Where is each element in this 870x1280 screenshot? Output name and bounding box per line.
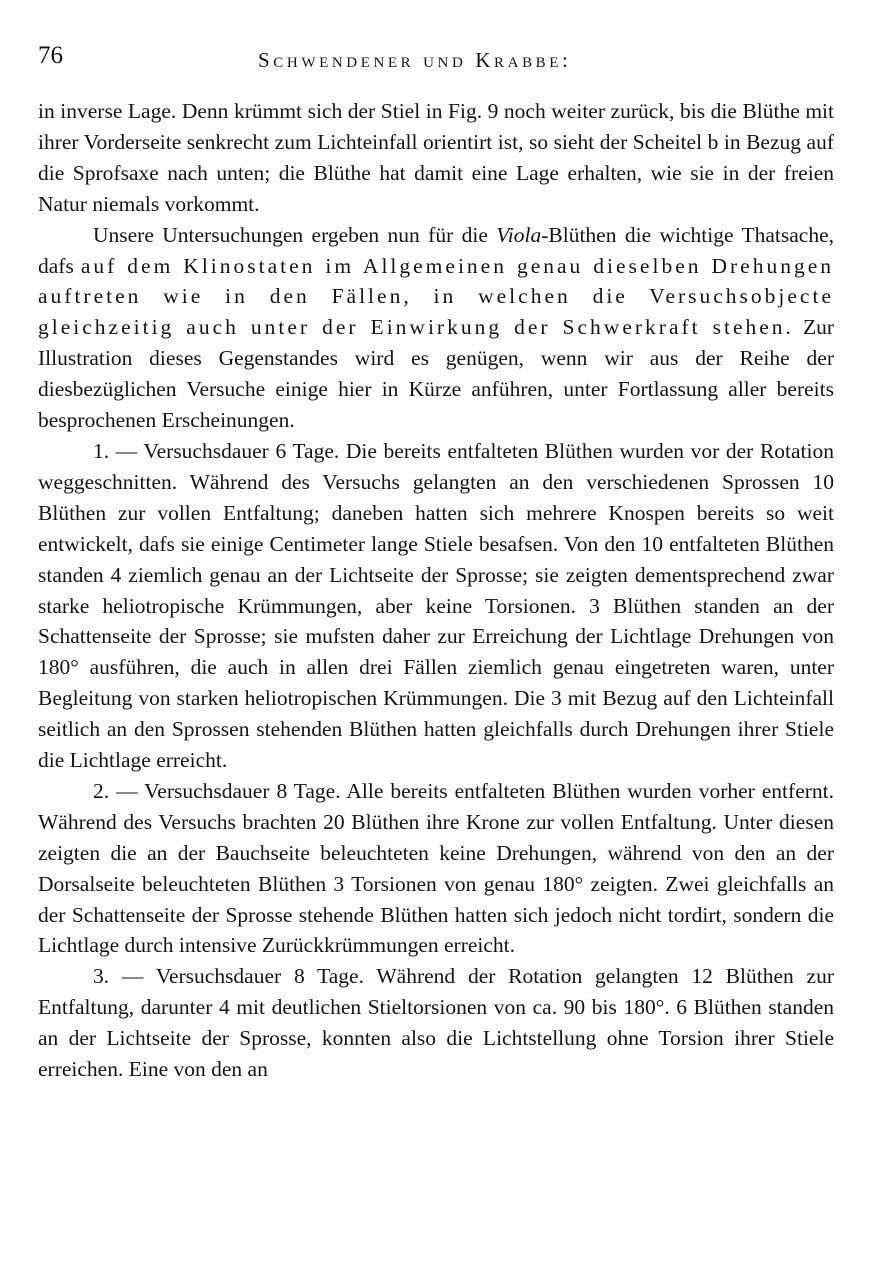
paragraph-2-text-a: Unsere Untersuchungen ergeben nun für die — [93, 222, 497, 247]
paragraph-2-text-c: Zur Illustration dieses Gegenstandes wird es genügen, wenn wir aus der Reihe der diesbezüglichen Versuche einige hier in Kürze anführen, unter Fortlassung aller bereits besprochenen Erscheinungen. — [38, 315, 834, 433]
paragraph-2-emphasis: auf dem Klinostaten im Allgemeinen genau dieselben Drehungen auftreten wie in den Fällen, in welchen die Versuchsobjecte gleichzeitig auch unter der Einwirkung der Schwerkraft stehen. — [38, 253, 834, 340]
genus-name-viola: Viola — [496, 222, 542, 247]
experiment-3-paragraph: 3. — Versuchsdauer 8 Tage. Während der Rotation gelangten 12 Blüthen zur Entfaltung, darunter 4 mit deutlichen Stieltorsionen von ca. 90 bis 180°. 6 Blüthen standen an der Lichtseite der Sprosse, konnten also die Lichtstellung ohne Torsion ihrer Stiele erreichen. Eine von den an — [38, 964, 834, 1082]
experiment-2-paragraph: 2. — Versuchsdauer 8 Tage. Alle bereits entfalteten Blüthen wurden vorher entfernt. Während des Versuchs brachten 20 Blüthen ihre Krone zur vollen Entfaltung. Unter diesen zeigten die an der Bauchseite beleuchteten keine Drehungen, während von den an der Dorsalseite beleuchteten Blüthen 3 Torsionen von genau 180° zeigten. Zwei gleichfalls an der Schattenseite der Sprosse stehende Blüthen hatten sich jedoch nicht tordirt, sondern die Lichtlage durch intensive Zurückkrümmungen erreicht. — [38, 778, 834, 958]
running-head: Schwendener und Krabbe: — [258, 48, 572, 72]
page-header — [38, 40, 834, 74]
experiment-1-paragraph: 1. — Versuchsdauer 6 Tage. Die bereits entfalteten Blüthen wurden vor der Rotation weggeschnitten. Während des Versuchs gelangten an den verschiedenen Sprossen 10 Blüthen zur vollen Entfaltung; daneben hatten sich mehrere Knospen bereits so weit entwickelt, dafs sie einige Centimeter lange Stiele besafsen. Von den 10 entfalteten Blüthen standen 4 ziemlich genau an der Lichtseite der Sprosse; sie zeigten dementsprechend zwar starke heliotropische Krümmungen, aber keine Torsionen. 3 Blüthen standen an der Schattenseite der Sprosse; sie mufsten daher zur Erreichung der Lichtlage Drehungen von 180° ausführen, die auch in allen drei Fällen ziemlich genau eingetreten waren, unter Begleitung von starken heliotropischen Krümmungen. Die 3 mit Bezug auf den Lichteinfall seitlich an den Sprossen stehenden Blüthen hatten gleichfalls durch Drehungen ihrer Stiele die Lichtlage erreicht. — [38, 438, 834, 773]
paragraph-2 — [38, 220, 834, 436]
body-text — [38, 96, 834, 1085]
page-number: 76 — [38, 42, 63, 69]
paragraph-2-text-b: -Blüthen die wichtige Thatsache, dafs — [38, 222, 835, 278]
paragraph-1: in inverse Lage. Denn krümmt sich der Stiel in Fig. 9 noch weiter zurück, bis die Blüthe mit ihrer Vorderseite senkrecht zum Lichteinfall orientirt ist, so sieht der Scheitel b in Bezug auf die Sprofsaxe nach unten; die Blüthe hat damit eine Lage erhalten, wie sie in der freien Natur niemals vorkommt. — [38, 99, 834, 216]
